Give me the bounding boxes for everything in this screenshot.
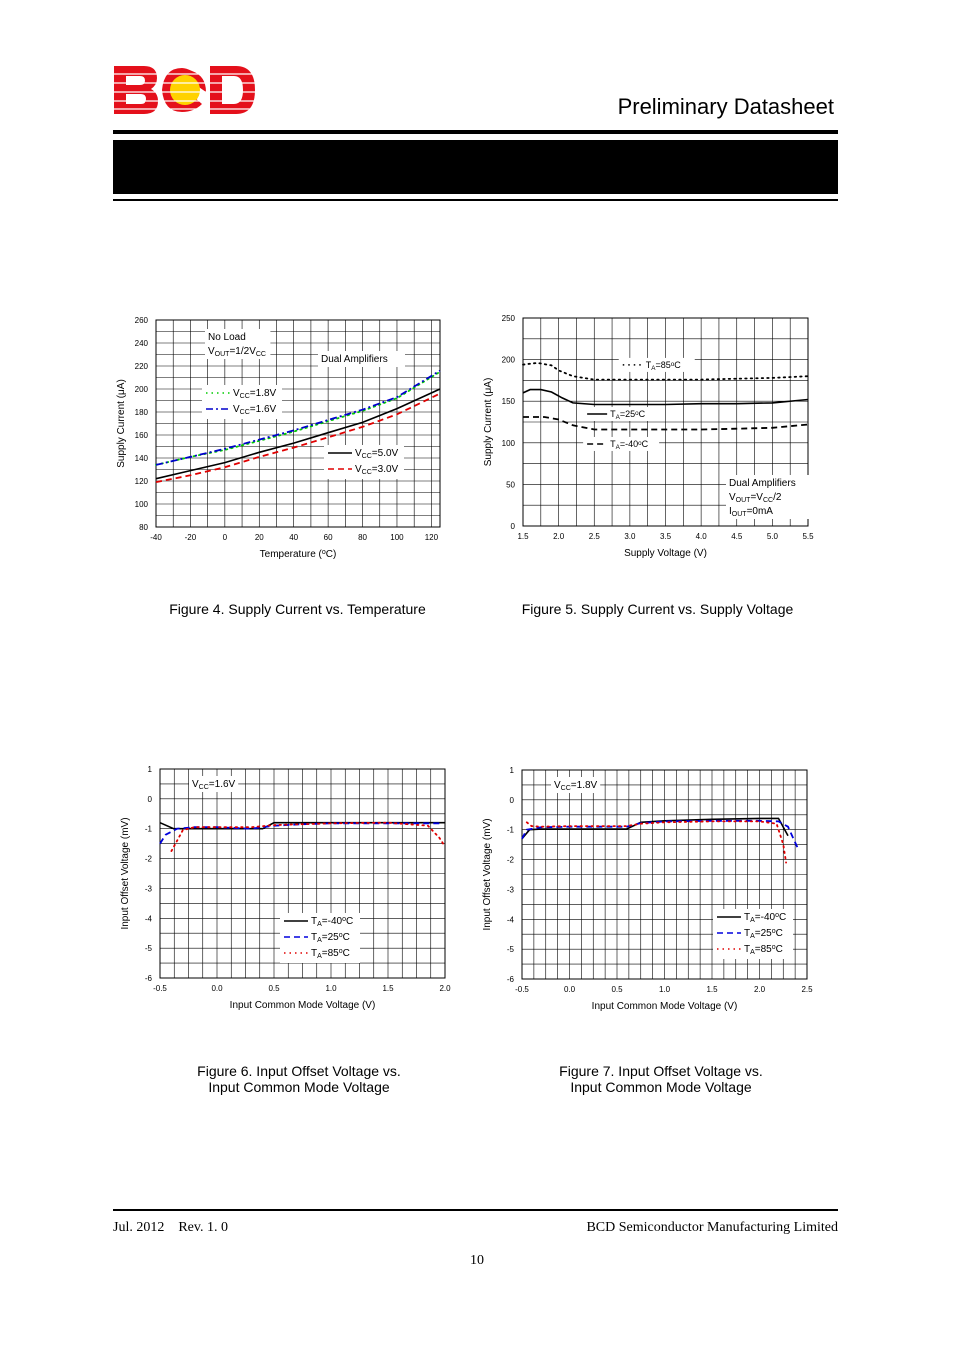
x-tick-label: 2.5 <box>801 985 813 994</box>
x-tick-label: 1.5 <box>517 532 529 541</box>
x-tick-label: 0.0 <box>563 985 576 994</box>
series-line <box>527 821 786 862</box>
y-tick-label: -5 <box>144 944 152 954</box>
note-text: VCC=1.8V <box>554 780 598 793</box>
legend-label: VCC=3.0V <box>355 464 399 477</box>
y-tick-label: 200 <box>134 385 148 394</box>
x-axis-label: Input Common Mode Voltage (V) <box>229 1000 376 1011</box>
y-tick-label: 220 <box>134 362 148 371</box>
series-line <box>522 821 798 848</box>
y-tick-label: 0 <box>510 522 515 531</box>
footer-company: BCD Semiconductor Manufacturing Limited <box>586 1220 838 1235</box>
page-number: 10 <box>470 1253 484 1268</box>
x-tick-label: 0.0 <box>211 984 223 993</box>
x-tick-label: 4.0 <box>695 532 707 541</box>
legend-label: TA=85oC <box>311 948 350 961</box>
series-line <box>171 823 445 851</box>
x-tick-label: 60 <box>323 533 333 542</box>
legend-label: TA=25oC <box>311 932 350 945</box>
y-tick-label: 160 <box>134 431 148 440</box>
footer-date-revision: Jul. 2012 Rev. 1. 0 <box>113 1220 228 1235</box>
y-tick-label: 1 <box>147 765 152 774</box>
y-tick-label: 100 <box>134 500 148 509</box>
y-tick-label: 100 <box>501 438 515 448</box>
x-tick-label: 1.5 <box>382 984 394 993</box>
figure-7-caption-line1: Figure 7. Input Offset Voltage vs. <box>559 1063 763 1079</box>
fig6-chart <box>120 765 451 1011</box>
y-tick-label: -4 <box>144 914 152 924</box>
note-text: No Load <box>208 332 246 343</box>
x-tick-label: -0.5 <box>153 984 167 993</box>
note-text: VOUT=1/2VCC <box>208 346 266 359</box>
x-tick-label: 0.5 <box>268 984 280 993</box>
x-tick-label: 1.0 <box>658 985 671 994</box>
figure-7-caption-line2: Input Common Mode Voltage <box>570 1079 752 1095</box>
x-tick-label: -0.5 <box>515 985 529 994</box>
y-tick-label: -4 <box>506 915 514 925</box>
y-tick-label: 0 <box>509 795 514 805</box>
series-label-text: TA=-40oC <box>610 438 649 451</box>
figure-7-caption <box>520 1063 802 1095</box>
y-tick-label: 120 <box>134 477 148 486</box>
legend-label: TA=25oC <box>744 928 783 941</box>
x-tick-label: 2.0 <box>439 984 451 993</box>
figure-6-caption <box>160 1063 438 1095</box>
x-tick-label: 100 <box>390 533 404 542</box>
x-tick-label: 1.5 <box>706 985 718 994</box>
y-tick-label: 140 <box>134 454 148 463</box>
y-tick-label: 1 <box>509 766 514 775</box>
legend-label: VCC=5.0V <box>355 448 399 461</box>
fig4-chart <box>116 316 440 560</box>
y-axis-label: Supply Current (μA) <box>483 377 494 467</box>
x-tick-label: 3.0 <box>624 532 636 541</box>
y-tick-label: 50 <box>506 480 515 490</box>
series-label-text: TA=85oC <box>645 359 681 372</box>
y-tick-label: 0 <box>147 794 152 804</box>
x-tick-label: 4.5 <box>731 532 743 541</box>
y-tick-label: 80 <box>139 523 148 532</box>
y-axis-label: Input Offset Voltage (mV) <box>482 818 493 931</box>
y-tick-label: -6 <box>144 974 152 983</box>
x-tick-label: 2.0 <box>553 532 565 541</box>
x-tick-label: 3.5 <box>659 532 672 541</box>
document-title: Preliminary Datasheet <box>617 94 834 119</box>
x-axis-label: Input Common Mode Voltage (V) <box>591 1001 738 1012</box>
note-text: VCC=1.6V <box>192 779 236 792</box>
figure-4-caption: Figure 4. Supply Current vs. Temperature <box>169 601 426 617</box>
x-tick-label: 0.5 <box>611 985 623 994</box>
y-axis-label: Input Offset Voltage (mV) <box>120 817 131 930</box>
y-tick-label: -5 <box>506 945 514 955</box>
x-axis-label: Supply Voltage (V) <box>624 548 707 559</box>
y-tick-label: -6 <box>506 975 514 984</box>
y-tick-label: -3 <box>506 885 514 895</box>
figure-6-caption-line1: Figure 6. Input Offset Voltage vs. <box>197 1063 401 1079</box>
y-axis-label: Supply Current (μA) <box>116 379 127 468</box>
x-tick-label: 120 <box>424 533 439 542</box>
note-text: Dual Amplifiers <box>321 354 388 365</box>
y-tick-label: 200 <box>501 355 515 365</box>
legend-label: VCC=1.6V <box>233 404 277 417</box>
x-tick-label: 2.0 <box>753 985 766 994</box>
x-tick-label: -20 <box>184 533 197 542</box>
x-tick-label: 2.5 <box>588 532 600 541</box>
y-tick-label: 260 <box>134 316 148 325</box>
figure-5-caption: Figure 5. Supply Current vs. Supply Voltage <box>521 601 794 617</box>
legend-label: TA=85oC <box>744 944 783 957</box>
x-tick-label: 5.0 <box>766 532 778 541</box>
y-tick-label: -1 <box>506 825 514 835</box>
x-tick-label: 40 <box>289 533 299 542</box>
y-tick-label: -2 <box>506 855 514 865</box>
x-tick-label: 5.5 <box>802 532 814 541</box>
series-label-text: TA=25oC <box>610 409 646 421</box>
y-tick-label: 150 <box>501 397 515 407</box>
x-tick-label: 1.0 <box>325 984 337 993</box>
y-tick-label: 240 <box>134 339 148 348</box>
legend-label: VCC=1.8V <box>233 388 277 401</box>
y-tick-label: -1 <box>144 824 152 834</box>
y-tick-label: -3 <box>144 884 152 894</box>
note-text: IOUT=0mA <box>729 506 773 519</box>
x-tick-label: 0 <box>222 533 228 542</box>
x-tick-label: 80 <box>358 533 367 542</box>
fig5-chart <box>483 314 814 559</box>
fig7-chart <box>482 766 813 1012</box>
x-axis-label: Temperature (oC) <box>259 549 337 560</box>
y-tick-label: 250 <box>501 314 515 323</box>
y-tick-label: 180 <box>134 408 148 417</box>
x-tick-label: 20 <box>254 533 264 542</box>
y-tick-label: -2 <box>144 854 152 864</box>
x-tick-label: -40 <box>150 533 162 542</box>
legend-label: TA=-40oC <box>311 916 354 929</box>
figure-6-caption-line2: Input Common Mode Voltage <box>208 1079 390 1095</box>
series-line <box>160 823 439 843</box>
footer-rule <box>113 1209 838 1211</box>
note-text: VOUT=VCC/2 <box>729 492 782 505</box>
note-text: Dual Amplifiers <box>729 478 796 489</box>
legend-label: TA=-40oC <box>744 912 787 925</box>
